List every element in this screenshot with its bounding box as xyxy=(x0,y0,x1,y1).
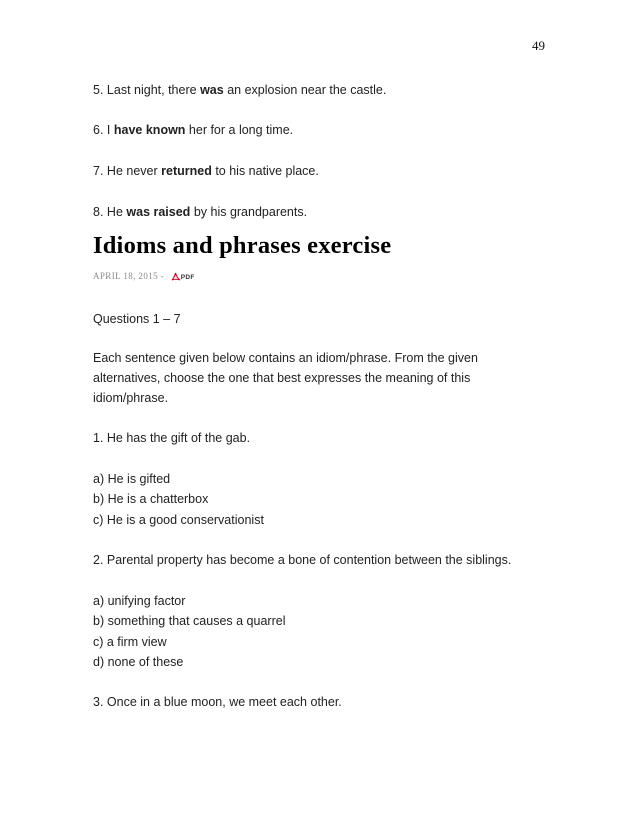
bold-verb: returned xyxy=(161,164,212,178)
page-number: 49 xyxy=(532,38,545,53)
option-item: c) He is a good conservationist xyxy=(93,513,264,527)
sentence-8: 8. He was raised by his grandparents. xyxy=(93,205,308,219)
sentence-6: 6. I have known her for a long time. xyxy=(93,123,294,137)
pdf-icon xyxy=(171,272,181,282)
option-item: a) unifying factor xyxy=(93,594,186,608)
pdf-label: PDF xyxy=(180,273,195,281)
questions-label: Questions 1 – 7 xyxy=(93,312,181,326)
question-3: 3. Once in a blue moon, we meet each other. xyxy=(93,695,342,709)
post-meta xyxy=(93,271,195,282)
sentence-5: 5. Last night, there was an explosion near the castle. xyxy=(93,83,387,97)
option-item: b) He is a chatterbox xyxy=(93,492,209,506)
sentence-7: 7. He never returned to his native place. xyxy=(93,164,319,178)
post-date: APRIL 18, 2015 - xyxy=(93,271,165,281)
bold-verb: have known xyxy=(113,123,186,137)
pdf-download-button[interactable] xyxy=(171,272,195,282)
instructions-line: Each sentence given below contains an idiom/phrase. From the given xyxy=(93,351,478,365)
bold-verb: was raised xyxy=(126,205,191,219)
option-item: b) something that causes a quarrel xyxy=(93,614,286,628)
section-title: Idioms and phrases exercise xyxy=(93,232,392,259)
question-2: 2. Parental property has become a bone of contention between the siblings. xyxy=(93,553,512,567)
bold-verb: was xyxy=(200,83,224,97)
option-item: d) none of these xyxy=(93,655,184,669)
instructions-line: alternatives, choose the one that best expresses the meaning of this xyxy=(93,371,471,385)
instructions-line: idiom/phrase. xyxy=(93,391,169,405)
option-item: c) a firm view xyxy=(93,635,167,649)
question-1: 1. He has the gift of the gab. xyxy=(93,431,251,445)
option-item: a) He is gifted xyxy=(93,472,171,486)
